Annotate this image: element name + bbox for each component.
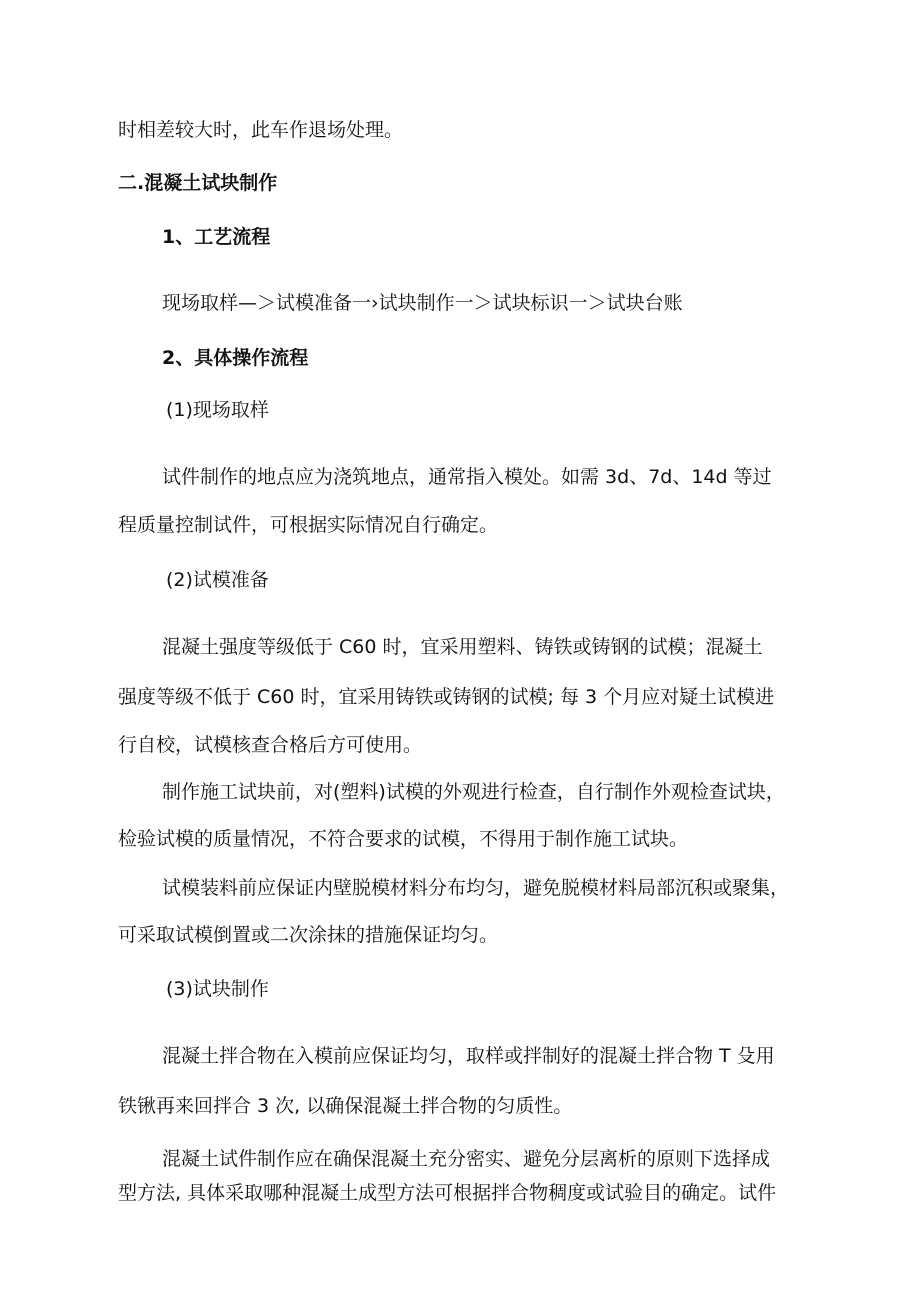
paragraph-2-line-2: 强度等级不低于 C60 时，宜采用铸铁或铸钢的试模; 每 3 个月应对疑土试模进: [118, 686, 775, 708]
paragraph-6-line-1: 混凝土试件制作应在确保混凝土充分密实、避免分层离析的原则下选择成: [162, 1148, 771, 1170]
paragraph-4-line-2: 可采取试模倒置或二次涂抹的措施保证均匀。: [118, 924, 499, 946]
step-heading-2: (2)试模准备: [166, 569, 269, 591]
paragraph-5-line-2: 铁锹再来回拌合 3 次, 以确保混凝土拌合物的匀质性。: [118, 1095, 573, 1117]
paragraph-3-line-2: 检验试模的质量情况，不符合要求的试模，不得用于制作施工试块。: [118, 828, 689, 850]
subsection-heading-1: 1、工艺流程: [162, 226, 271, 248]
paragraph-2-line-1: 混凝土强度等级低于 C60 时，宜采用塑料、铸铁或铸钢的试模；混凝土: [162, 636, 763, 658]
paragraph-4-line-1: 试模装料前应保证内壁脱模材料分布均匀，避免脱模材料局部沉积或聚集，: [162, 877, 790, 899]
paragraph-1-line-2: 程质量控制试件，可根据实际情况自行确定。: [118, 514, 499, 536]
paragraph-1-line-1: 试件制作的地点应为浇筑地点，通常指入模处。如需 3d、7d、14d 等过: [162, 466, 772, 488]
step-heading-1: (1)现场取样: [166, 399, 269, 421]
process-flow: 现场取样—＞试模准备一›试块制作一＞试块标识一＞试块台账: [162, 292, 683, 314]
paragraph-6-line-2: 型方法, 具体采取哪种混凝土成型方法可根据拌合物稠度或试验目的确定。试件: [118, 1182, 777, 1204]
subsection-heading-2: 2、具体操作流程: [162, 347, 309, 369]
paragraph-continuation: 时相差较大时，此车作退场处理。: [118, 119, 404, 141]
paragraph-2-line-3: 行自校，试模核查合格后方可使用。: [118, 734, 423, 756]
paragraph-5-line-1: 混凝土拌合物在入模前应保证均匀，取样或拌制好的混凝土拌合物 T 殳用: [162, 1045, 775, 1067]
step-heading-3: (3)试块制作: [166, 978, 269, 1000]
section-heading: 二.混凝土试块制作: [118, 172, 278, 194]
paragraph-3-line-1: 制作施工试块前，对(塑料)试模的外观进行检查，自行制作外观检查试块，: [162, 781, 785, 803]
